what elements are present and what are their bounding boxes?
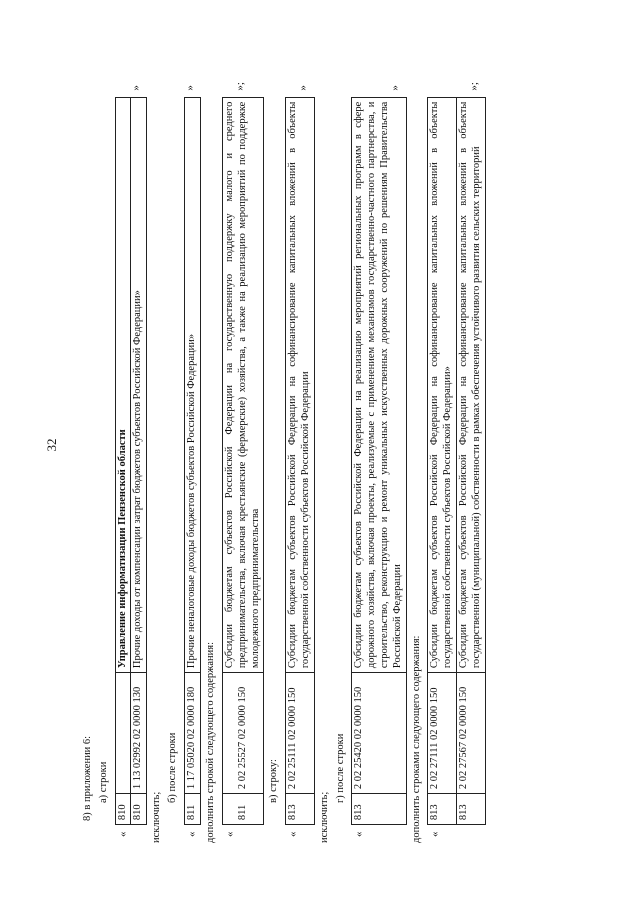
code-table: [285, 97, 315, 825]
quote-close: »;: [468, 82, 481, 91]
quote-close: »: [129, 85, 142, 91]
instruction-text: исключить;: [318, 791, 330, 843]
quote-open: «: [223, 831, 236, 837]
quote-open: «: [429, 831, 442, 837]
quote-close: »;: [234, 82, 247, 91]
instruction-text: исключить;: [151, 791, 163, 843]
amendment-block: [184, 53, 201, 843]
revenue-code: [115, 673, 131, 794]
table-row: [184, 97, 200, 824]
instruction-text: дополнить строкой следующего содержания:: [205, 641, 217, 843]
amendment-block: [427, 53, 485, 843]
revenue-description: Прочие неналоговые доходы бюджетов субъектов Российской Федерации»: [184, 97, 200, 672]
administrator-code: 813: [286, 794, 315, 825]
revenue-code: 2 02 25420 02 0000 150: [352, 673, 406, 794]
amendment-block: [222, 53, 264, 843]
administrator-code: 813: [428, 794, 457, 825]
table-row: [131, 97, 147, 824]
table-row: [456, 97, 485, 824]
quote-close: »: [297, 85, 310, 91]
table-row: [222, 97, 263, 824]
revenue-description: Управление информатизации Пензенской области: [115, 97, 131, 672]
page-number: 32: [44, 438, 59, 452]
code-table: [427, 97, 485, 825]
quote-open: «: [185, 831, 198, 837]
revenue-code: 1 13 02992 02 0000 130: [131, 673, 147, 794]
quote-open: «: [287, 831, 300, 837]
amendment-block: [351, 53, 406, 843]
code-table: [184, 97, 201, 825]
code-table: [222, 97, 264, 825]
revenue-description: Субсидии бюджетам субъектов Российской Федерации на государственную поддержку малого и среднего предпринимательства, включая крестьянские (фермерские) хозяйства, а также на реализацию мероприятий по поддержке молодежного предпринимательства: [222, 97, 263, 672]
revenue-code: 2 02 27111 02 0000 150: [428, 673, 457, 794]
revenue-code: 2 02 25527 02 0000 150: [222, 673, 263, 794]
administrator-code: 811: [184, 794, 200, 825]
administrator-code: 813: [456, 794, 485, 825]
revenue-description: Прочие доходы от компенсации затрат бюджетов субъектов Российской Федерации»: [131, 97, 147, 672]
revenue-code: 2 02 25111 02 0000 150: [286, 673, 315, 794]
instruction-text: в) строку:: [268, 759, 280, 803]
table-row: [428, 97, 457, 824]
quote-open: «: [353, 831, 366, 837]
table-row: [352, 97, 406, 824]
table-row: [115, 97, 131, 824]
document-body: [82, 53, 490, 843]
administrator-code: 811: [222, 794, 263, 825]
revenue-code: 1 17 05020 02 0000 180: [184, 673, 200, 794]
instruction-text: дополнить строками следующего содержания:: [410, 635, 422, 843]
instruction-text: б) после строки: [166, 732, 178, 803]
code-table: [351, 97, 406, 825]
amendment-intro: 8) в приложении 6:: [82, 735, 93, 821]
instruction-text: г) после строки: [334, 733, 346, 803]
administrator-code: 810: [131, 794, 147, 825]
instruction-text: а) строки: [97, 761, 109, 803]
revenue-description: Субсидии бюджетам субъектов Российской Федерации на софинансирование капитальных вложений в объекты государственной собственности субъектов Российской Федерации»: [428, 97, 457, 672]
revenue-description: Субсидии бюджетам субъектов Российской Федерации на реализацию мероприятий региональных программ в сфере дорожного хозяйства, включая проекты, реализуемые с применением механизмов государственно-частного партнерства, и строительство, реконструкцию и ремонт уникальных искусственных дорожных сооружений по решениям Правительства Российской Федерации: [352, 97, 406, 672]
revenue-description: Субсидии бюджетам субъектов Российской Федерации на софинансирование капитальных вложений в объекты государственной собственности субъектов Российской Федерации: [286, 97, 315, 672]
table-row: [286, 97, 315, 824]
administrator-code: 810: [115, 794, 131, 825]
revenue-description: Субсидии бюджетам субъектов Российской Федерации на софинансирование капитальных вложений в объекты государственной (муниципальной) собственности в рамках обеспечения устойчивого развития сельских территорий: [456, 97, 485, 672]
quote-close: »: [183, 85, 196, 91]
amendment-block: [115, 53, 148, 843]
amendment-block: [285, 53, 315, 843]
revenue-code: 2 02 27567 02 0000 150: [456, 673, 485, 794]
quote-open: «: [116, 831, 129, 837]
quote-close: »: [389, 85, 402, 91]
administrator-code: 813: [352, 794, 406, 825]
code-table: [115, 97, 148, 825]
